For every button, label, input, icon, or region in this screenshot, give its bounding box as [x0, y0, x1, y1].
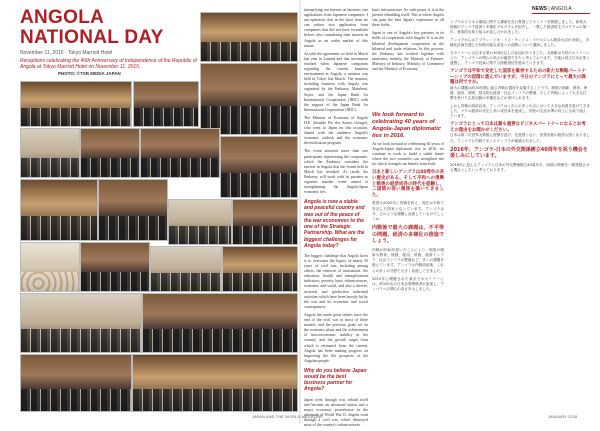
jp-paragraph: ソブラのビジネス環境に関する講演を含む貴国にてセミナーを開催しました。商業大使館のアンゴラ経済と多様化プログラムを紹介し、一貫した経済再生プログラムの第一歩、意欲的な取り組みが話し合われました。: [450, 20, 590, 35]
photo-guests-row-1: [133, 81, 199, 127]
section-divider: |: [548, 6, 551, 12]
jp-paragraph: 2016年に迎えるアンゴラと日本の外交関係樹立40周年を、両国の関係を一層発展させる機会としたいと考えております。: [450, 162, 590, 172]
jp-paragraph: 日本は第二次世界大戦後に復興を遂げ、先進国となり、世界有数の経済大国となりました。アンゴラも内戦で多くのインフラが破壊されました。: [450, 133, 591, 143]
article-paragraph: Japan went through war, rebuilt itself and became an advanced nation and a major economic powerhouse in the aftermath of World War II. Angola went through a civil war, which destroyed most of the country's infrastructures.: [304, 397, 368, 428]
jp-paragraph: しかし内戦の終結以来、アンゴラはこれらの多くの点において大きな前進を遂げてきました。マクロ経済の安定と高い成長率を達成し、国民の生活水準の向上にも取り組んでいます。: [450, 104, 591, 119]
article-paragraph: As we look forward to celebrating 40 years of Angola-Japan diplomatic ties in 2016, we continue to work to build a stable future where the two countries can strengthen ties for which strength can benefit from both.: [372, 142, 444, 167]
photo-guests-row-2: [80, 128, 140, 178]
jp-paragraph: 当セミナーには日本企業の100社以上の参加がありました。大使館は今回のセミナーにより、アンゴラへの関心の高さが確認できたと考えております。今後は再び日本企業と連携し、アンゴラ投資に関する情報発信を進めていきます。: [450, 51, 590, 66]
photo-reception-line: [20, 81, 132, 127]
page-gutter: [299, 0, 301, 424]
photo-guests-chat: [98, 179, 168, 241]
photo-large-group: [20, 293, 142, 353]
jp-question-2: アンゴラにとって日本は最も重要なビジネスパートナーになるとお考えの理由をお聞かせください。: [450, 122, 586, 133]
footer-left: JAPAN AND THE WORLD MAGAZINE: [252, 415, 324, 419]
photo-guests-table: [80, 242, 150, 292]
title-line-1: ANGOLA: [20, 7, 105, 28]
section-news: NEWS: [532, 6, 547, 12]
photo-ambassador-speech: [200, 63, 298, 135]
article-column-2: [372, 8, 444, 75]
interview-question-2: Why do you believe Japan would be the best business partner for Angola?: [304, 367, 367, 393]
article-subheading: We look forward to celebrating 40 years of Angola-Japan diplomatic ties in 2016.: [372, 112, 441, 139]
jp-paragraph: 内戦が約30年続いたことにより、制度の刷新や教育、保健、雇用、貧困、経済インフラ、社会インフラの整備など、多くの課題を抱えています。アンゴラは内戦終結後、これらの多くの分野で大きく前進してきました。: [372, 247, 444, 273]
jp-paragraph: 2015年に開催された東京でのセミナーには、約150名の日本企業関係者が参加し、アンゴラへの関心の高さを示しました。: [372, 276, 444, 292]
article-paragraph: As with the agreement we held in March last year in Luanda and that investment reached when Japanese companies regarding the current business environment in Angola, a seminar was held in Tokyo last March. The seminar, including business with Angola was organized by the Embassy, Marubeni, Sojitz, and the Japan Bank for International Cooperation (JBIC) with the support of the Japan Bank for International Cooperation (JBIC).: [304, 51, 368, 112]
event-date: November 11, 2015 · Tokyo Marriott Hotel: [20, 50, 113, 56]
jp-pullquote: 日本と新しいアンゴラは40周年の長い歴史がある。そして平和への復興と戦後の経済成長の時代を経験し、二国間の深い関係を築いてきました。: [372, 170, 444, 198]
interview-question-1: Angola is now a stable and peaceful country and was out of the peace of the war economies to the one of the Strategic Partnership. What are the biggest challenges for Angola today?: [304, 199, 365, 249]
article-paragraph: Japan is one of Angola's key partners in its fields of cooperation with Angola. It is on the bilateral development cooperation in the bilateral and trade relations. In this process, the Embassy has worked together with ministries, namely, the Ministry of Finance, Ministry of Industry, Ministry of Commerce and the Ministry of Economy.: [372, 31, 444, 72]
photo-ambassadors-group: [200, 12, 298, 62]
photo-reception-guests: [20, 354, 132, 412]
jp-subheading-2016: 2016年、アンゴラ-日本の外交関係樹立40周年を祝う機会を楽しみにしています。: [450, 146, 588, 160]
article-column-2b: [372, 142, 444, 295]
footer-right: JANUARY 2016: [548, 415, 578, 419]
photo-speech-podium: [220, 136, 298, 198]
article-paragraph: The biggest challenge that Angola faces is to overcome the legacy of nearly 30 years of civil war, including among others, the renewal of institutions, the education, health and unemployment indicators, poverty, basic infrastructures, economic and social, and also a diverse, sectorial and productive industrial activities which have been heavily hit by the war and its economic and social consequences.: [304, 253, 368, 309]
section-header: [532, 6, 572, 12]
title-line-2: NATIONAL DAY: [20, 27, 164, 48]
jp-paragraph: 貴国は2002年に内戦を終え、現在は平和で安定した国家となっています。アンゴラは今、どのような課題に直面しているのでしょうか。: [372, 201, 444, 222]
photo-buffet-food: [20, 242, 80, 292]
photo-delegates: [222, 246, 298, 292]
article-paragraph: Angola has made great strides since the end of the civil war in most of these matters; and the previous goals set on the economic plans and the achievement of macroeconomic stability in the country, and the growth target from which is estimated from the current, Angola has been making progress on improving the life prospects of the Angolan people.: [304, 312, 368, 363]
photo-formal-group: [132, 354, 298, 412]
jp-column: [450, 20, 590, 176]
article-paragraph: basic infrastructure. So with peace, it is at the present rebuilding itself. This is where Angola can gain the best Japan's experience in all these fields.: [372, 8, 444, 28]
jp-subheading: 内戦後で最大の課題は、不平等の問題、経済の多様化の推進でしょう。: [372, 225, 444, 245]
article-column-1: [304, 8, 368, 431]
photo-caption: Receptions celebrating the 40th Anniversary of Independence of the Republic of Angola at Tokyo Marriott Hotel on November 11, 2015.: [20, 58, 197, 70]
section-name: ANGOLA: [550, 6, 572, 12]
article-paragraph: The event attracted more than one participants representing the companies, which the Embassy considers the interest in Angola that the forum held in March has revealed. As result, the Embassy will work with its partners to organize another event aimed at strengthening the Angola-Japan economic ties.: [304, 149, 368, 195]
article-paragraph: The Minister of Economy of Angola H.E. Abrahão Pio dos Santos Gourgel, who went to Japan on this occasion, shared with the audience Angola's economic outlook and the economic diversification program.: [304, 115, 368, 146]
photo-officials-pair: [232, 199, 298, 245]
photo-credit: PHOTO: ©TSR MEDIA JAPAN: [58, 71, 121, 76]
photo-guests-pair: [20, 128, 80, 178]
photo-officials-line: [142, 293, 298, 353]
jp-question-1: アンゴラは平和で安定した国家を維持するための新たな戦略パートナーシップの段階に進んでいますが、今日のアンゴラにとって最大の課題は何ですか。: [450, 69, 586, 86]
photo-ladies-group: [168, 199, 232, 245]
jp-paragraph: アンゴラからはアブラン・ピオ・ドス・サントス・ゴウルジェル経済大臣が出席し、多様化計画を通じた持続可能な成長への道筋について講演しました。: [450, 38, 590, 48]
photo-toast: [20, 179, 98, 241]
article-title: [20, 8, 210, 48]
jp-paragraph: 最大の課題は約30年間に渡る内戦の遺産を克服することです。制度の刷新、教育、保健、雇用、貧困、基本的な経済・社会インフラの整備、そして内戦によって大きな打撃を受けた生産活動の多様化などが挙げられます。: [450, 85, 588, 101]
photo-guests-mingle: [150, 246, 222, 292]
photo-dignitaries: [140, 128, 220, 178]
section-rule: [532, 13, 590, 14]
article-paragraph: intensifying our interest on business visa applications from Japanese companies. I am optimistic that in the short term we can reduce visa application from companies that did not have formalities before, also considering their interest in Angola as an outlet market of this nature.: [304, 8, 368, 48]
